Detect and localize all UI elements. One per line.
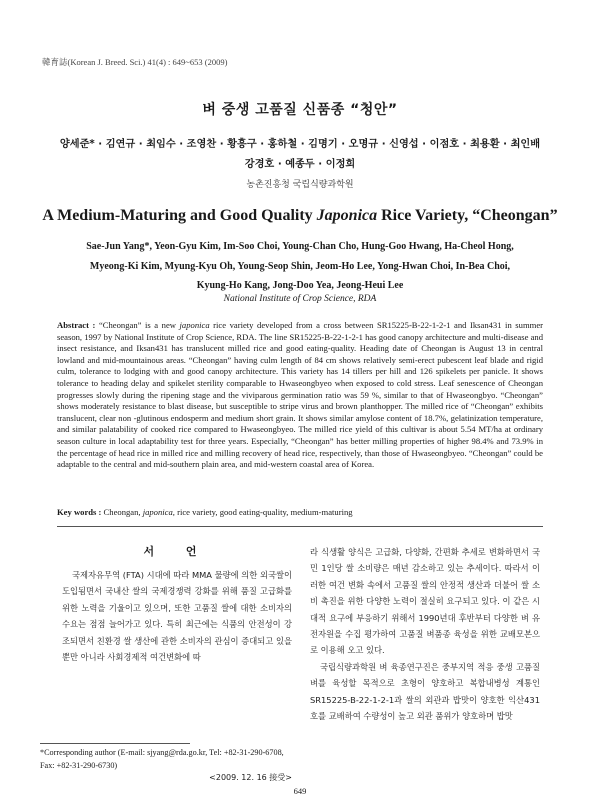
keywords-label: Key words : xyxy=(57,507,102,517)
footnote-rule xyxy=(40,743,190,744)
english-authors xyxy=(40,237,560,296)
korean-authors-line-2: 강경호 · 예종두 · 이정희 xyxy=(244,159,356,170)
keywords-text-1: Cheongan, xyxy=(101,507,143,517)
abstract-text-1: “Cheongan” is a new xyxy=(95,320,180,330)
left-column xyxy=(62,567,292,665)
abstract-text-2: rice variety developed from a cross between SR15225-B-22-1-2-1 and Iksan431 in summer season, 1997 by National Institute of Crop Science, RDA. The line SR15225-B-22-1-2-1 has good canopy architecture and multi-disease and insect resistance, and Iksan431 has translucent milled rice and good eating-quality. Heading date of Cheongan is August 13 in central lowland and mid-mountainous areas. “Cheongan” having culm length of 84 cm shows relatively semi-erect pubescent leaf blade and rigid culm, tolerance to lodging with and good canopy architecture. This variety has 14 tillers per hill and 126 spikelets per panicle. It shows tolerance to heading delay and spikelet sterility comparable to Hwaseongbyeo when exposed to cold stress. Leaf senescence of Cheongan progresses slowly during the ripening stage and the viviparous germination ratio was 59 %, similar to that of Hwaseongbyo. “Cheongan” shows moderately resistance to blast disease, but susceptible to stripe virus and brown planthopper. The milled rice of “Cheongan” exhibits translucent, clear non -glutinous endosperm and medium short grain. It shows similar amylose content of 18.7%, gelatinization temperature, and similar palatability of cooked rice compared to Hwaseongbyeo. The milled rice yield of this cultivar is about 5.54 MT/ha at ordinary season culture in local adaptability test for three years. Especially, “Cheongan” has better milling properties of higher 98.4% and 73.9% in the percentage of head rice in milled rice and milling recovery of head rice, respectively, than those of Hwaseongbyeo. “Cheongan” could be adaptable to the central and mid-southern plain area, and mid-western coastal area of Korea. xyxy=(57,320,543,470)
korean-authors-line-1: 양세준* · 김연규 · 최임수 · 조영찬 · 황흥구 · 홍하철 · 김명기 · 오명규 · 신영섭 · 이점호 · 최용환 · 최인배 xyxy=(59,139,541,150)
received-date: <2009. 12. 16 接受> xyxy=(209,773,292,782)
abstract-italic: japonica xyxy=(179,320,210,330)
abstract xyxy=(57,320,543,471)
left-paragraph-1: 국제자유무역 (FTA) 시대에 따라 MMA 물량에 의한 외국쌀이 도입됨면서 국내산 쌀의 국제경쟁력 강화를 위해 품질 고급화를 위한 노력을 기울이고 있으며, 또한 고품질 쌀에 대한 소비자의 수요는 점점 늘어가고 있다. 특히 최근에는 식품의 안전성이 강조되면서 친환경 쌀 생산에 관한 소비자의 관심이 증대되고 있을 뿐만 아니라 사회경제적 여건변화에 따 xyxy=(62,570,292,663)
korean-authors xyxy=(40,135,560,175)
keywords-text-2: , rice variety, good eating-quality, medium-maturing xyxy=(172,507,353,517)
english-authors-line-2: Myeong-Ki Kim, Myung-Kyu Oh, Young-Seop Shin, Jeom-Ho Lee, Yong-Hwan Choi, In-Bea Choi, xyxy=(89,260,511,272)
korean-affiliation: 농촌진흥청 국립식량과학원 xyxy=(246,180,354,190)
page-number: 649 xyxy=(293,786,307,796)
keywords-italic: japonica xyxy=(142,507,173,517)
right-paragraph-1: 라 식생활 양식은 고급화, 다양화, 간편화 추세로 변화하면서 국민 1인당 쌀 소비량은 매년 감소하고 있는 추세이다. 따라서 이러한 여건 변화 속에서 고품질 쌀의 안정적 생산과 더불어 쌀 소비 촉진을 위한 다양한 노력이 절실히 요구되고 있다. 이 같은 시대적 요구에 부응하기 위해서 1990년대 후반부터 다양한 벼 유전자원을 수집 평가하여 고품질 벼품종 육성을 위한 교배모본으로 이용해 오고 있다. xyxy=(310,547,540,656)
intro-heading: 서 언 xyxy=(143,545,211,558)
english-authors-line-1: Sae-Jun Yang*, Yeon-Gyu Kim, Im-Soo Choi, Young-Chan Cho, Hung-Goo Hwang, Ha-Cheol Hong, xyxy=(86,241,514,252)
section-divider xyxy=(57,526,543,527)
abstract-label: Abstract : xyxy=(57,320,96,330)
right-paragraph-2: 국립식량과학원 벼 육종연구진은 중부지역 적응 중생 고품질 벼를 육성할 목적으로 초형이 양호하고 복합내병성 계통인 SR15225-B-22-1-2-1과 쌀의 외관과 밥맛이 양호한 익산431호를 교배하여 수량성이 높고 외관 품위가 양호하며 밥맛 xyxy=(310,661,540,722)
journal-header: 韓育誌(Korean J. Breed. Sci.) 41(4) : 649~653 (2009) xyxy=(42,57,228,67)
english-affiliation: National Institute of Crop Science, RDA xyxy=(223,294,377,304)
english-title-italic: Japonica xyxy=(316,207,378,224)
keywords xyxy=(57,507,543,517)
english-title-part-1: A Medium-Maturing and Good Quality xyxy=(42,207,317,224)
right-column xyxy=(310,544,540,724)
corresponding-author-note: *Corresponding author (E-mail: sjyang@rda.go.kr, Tel: +82-31-290-6708, Fax: +82-31-290-6730) xyxy=(40,748,284,770)
english-title xyxy=(0,207,600,225)
english-authors-line-3: Kyung-Ho Kang, Jong-Doo Yea, Jeong-Heui Lee xyxy=(196,280,404,291)
english-title-part-2: Rice Variety, “Cheongan” xyxy=(377,207,558,224)
korean-title: 벼 중생 고품질 신품종 “청안” xyxy=(202,102,398,118)
